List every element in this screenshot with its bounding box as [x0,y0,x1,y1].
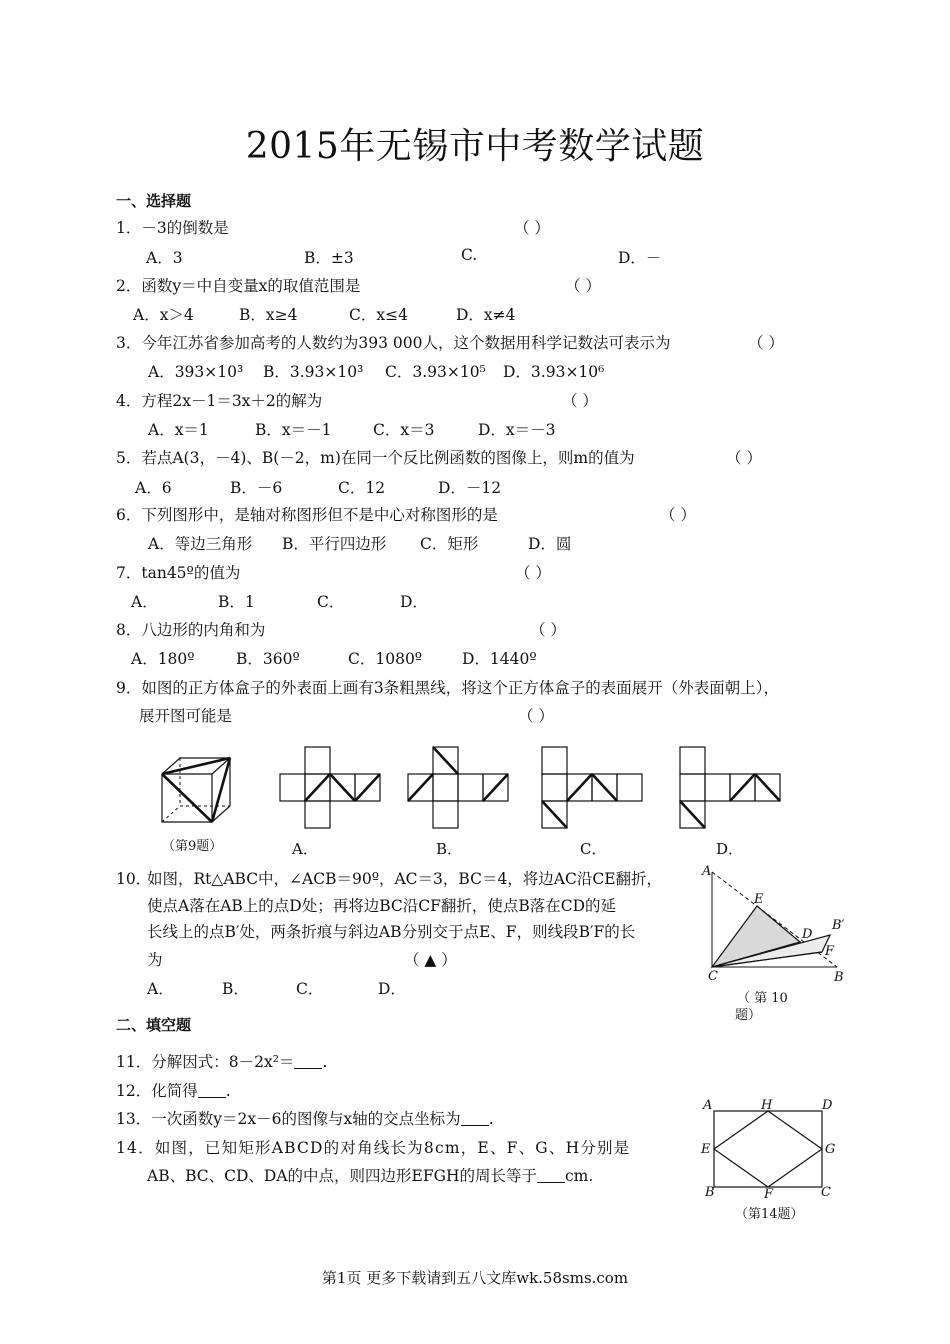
q2-option-b: B．x≥4 [239,306,298,324]
q8-answer-paren: （ ） [530,621,566,639]
q11-answer-blank[interactable] [294,1054,322,1069]
q10-number: 10． [116,870,152,888]
q14-stem-line2: AB、BC、CD、DA的中点，则四边形EFGH的周长等于 [147,1167,537,1185]
q7-option-a: A． [131,593,158,611]
q6-option-b: B．平行四边形 [282,535,387,553]
q10-stem-line2: 使点A落在AB上的点D处；再将边BC沿CF翻折，使点B落在CD的延 [147,897,617,915]
q11-line [116,1050,327,1072]
q2-option-c: C．x≤4 [349,306,408,324]
q12-answer-blank[interactable] [198,1083,226,1098]
q6-option-c: C．矩形 [420,535,479,553]
q6-stem: 6．下列图形中，是轴对称图形但不是中心对称图形的是 [116,506,498,524]
q9-net-d-label: D． [716,840,744,858]
q5-option-d: D．－12 [438,479,502,497]
q13-stem: 13．一次函数y＝2x－6的图像与x轴的交点坐标为 [116,1110,461,1128]
q9-net-c-label: C． [580,840,607,858]
q10-stem-line4: 为 [147,951,163,969]
q9-cube-figure [160,756,235,826]
section-fill-in: 二、填空题 [116,1016,192,1034]
q7-option-c: C． [317,593,345,611]
q14-label-g: G [825,1142,836,1157]
q3-option-b: B．3.93×10³ [263,363,364,381]
q8-option-c: C．1080º [348,650,423,668]
q7-option-b: B．1 [218,593,255,611]
q9-net-b [408,746,510,828]
q3-option-a: A．393×10³ [148,363,244,381]
q8-stem: 8．八边形的内角和为 [116,621,266,639]
q2-option-d: D．x≠4 [456,306,516,324]
q9-answer-paren: （ ） [518,707,554,725]
q2-option-a: A．x＞4 [133,306,194,324]
q10-option-b: B． [222,980,249,998]
q1-option-b: B．±3 [304,249,354,267]
q14-label-h: H [761,1098,773,1113]
q1-option-c: C. [461,246,478,264]
q14-label-f: F [764,1187,774,1202]
q10-option-c: C． [296,980,324,998]
q1-answer-paren: （ ） [514,219,550,237]
q4-option-c: C．x＝3 [373,421,435,439]
q14-label-c: C [821,1185,831,1200]
q10-stem-line1: 如图，Rt△ABC中，∠ACB＝90º，AC＝3，BC＝4，将边AC沿CE翻折， [147,870,663,888]
q10-label-f: F [825,944,835,959]
q9-net-a-label: A． [292,840,318,858]
q4-answer-paren: （ ） [562,392,598,410]
q10-label-c: C [708,969,718,984]
q1-stem: 1．－3的倒数是 [116,219,229,237]
q5-option-b: B．－6 [230,479,283,497]
q4-stem: 4．方程2x－1＝3x＋2的解为 [116,392,323,410]
q10-answer-paren: （ ▲ ） [404,951,457,969]
q12-period: . [225,1082,231,1100]
q3-answer-paren: （ ） [748,334,784,352]
q8-option-b: B．360º [236,650,300,668]
section-choice: 一、选择题 [116,192,192,210]
q14-label-a: A [703,1098,713,1113]
q5-answer-paren: （ ） [726,449,762,467]
q5-stem: 5．若点A(3，－4)、B(－2，m)在同一个反比例函数的图像上，则m的值为 [116,449,635,467]
q7-option-d: D． [400,593,428,611]
q13-period: . [488,1110,494,1128]
q13-answer-blank[interactable] [461,1111,489,1126]
q7-answer-paren: （ ） [515,564,551,582]
q10-caption-line2: 题） [735,1008,762,1023]
q14-figure-caption: （第14题） [735,1207,804,1222]
q1-option-a: A．3 [146,249,183,267]
q14-stem-line1: 14．如图，已知矩形ABCD的对角线长为8cm，E、F、G、H分别是 [116,1139,631,1157]
q4-option-a: A．x＝1 [148,421,209,439]
q9-stem-line2: 展开图可能是 [139,707,233,725]
q3-option-d: D．3.93×10⁶ [503,363,605,381]
q4-option-b: B．x＝－1 [255,421,332,439]
q12-line [116,1079,231,1101]
q5-option-a: A．6 [135,479,172,497]
q10-stem-line3: 长线上的点B′处，两条折痕与斜边AB分别交于点E、F，则线段B′F的长 [147,923,636,941]
q9-net-a [280,746,382,828]
q5-option-c: C．12 [338,479,386,497]
q8-option-a: A．180º [131,650,195,668]
q10-label-b-prime: B′ [832,918,845,933]
q14-answer-blank[interactable] [537,1168,565,1183]
q9-figure-caption: （第9题） [162,839,223,854]
q8-option-d: D．1440º [462,650,537,668]
q4-option-d: D．x＝－3 [478,421,556,439]
q10-caption-line1: （ 第 10 [737,991,788,1006]
q10-triangle-figure [700,860,850,985]
q14-rectangle-figure [713,1110,825,1190]
q11-period: . [322,1053,328,1071]
q14-label-b: B [705,1185,715,1200]
page-footer: 第1页 更多下载请到五八文库wk.58sms.com [321,1269,629,1287]
q3-option-c: C．3.93×10⁵ [385,363,486,381]
q14-unit: cm. [565,1167,594,1185]
q3-stem: 3．今年江苏省参加高考的人数约为393 000人，这个数据用科学记数法可表示为 [116,334,671,352]
q7-stem: 7．tan45º的值为 [116,564,241,582]
q14-label-d: D [822,1098,833,1113]
q9-net-d [680,746,782,828]
q10-option-a: A． [147,980,174,998]
q6-option-a: A．等边三角形 [148,535,253,553]
q6-option-d: D．圆 [528,535,572,553]
q9-net-c [542,746,644,828]
q2-stem: 2．函数y＝中自变量x的取值范围是 [116,277,361,295]
q10-label-b: B [834,970,844,985]
page-title: 2015年无锡市中考数学试题 [245,126,705,167]
q13-line [116,1107,494,1129]
q9-net-b-label: B． [436,840,463,858]
q9-stem-line1: 9．如图的正方体盒子的外表面上画有3条粗黑线，将这个正方体盒子的表面展开（外表面朝上）， [116,679,779,697]
q14-label-e: E [701,1142,711,1157]
q2-answer-paren: （ ） [565,277,601,295]
q12-stem: 12．化简得 [116,1082,198,1100]
q11-stem: 11．分解因式：8－2x²＝ [116,1053,295,1071]
q1-option-d: D．－ [618,249,662,267]
q10-label-d: D [802,927,813,942]
q6-answer-paren: （ ） [660,506,696,524]
q10-label-a: A [702,864,712,879]
q10-label-e: E [754,892,764,907]
q10-option-d: D． [378,980,406,998]
q14-line2 [147,1164,593,1186]
